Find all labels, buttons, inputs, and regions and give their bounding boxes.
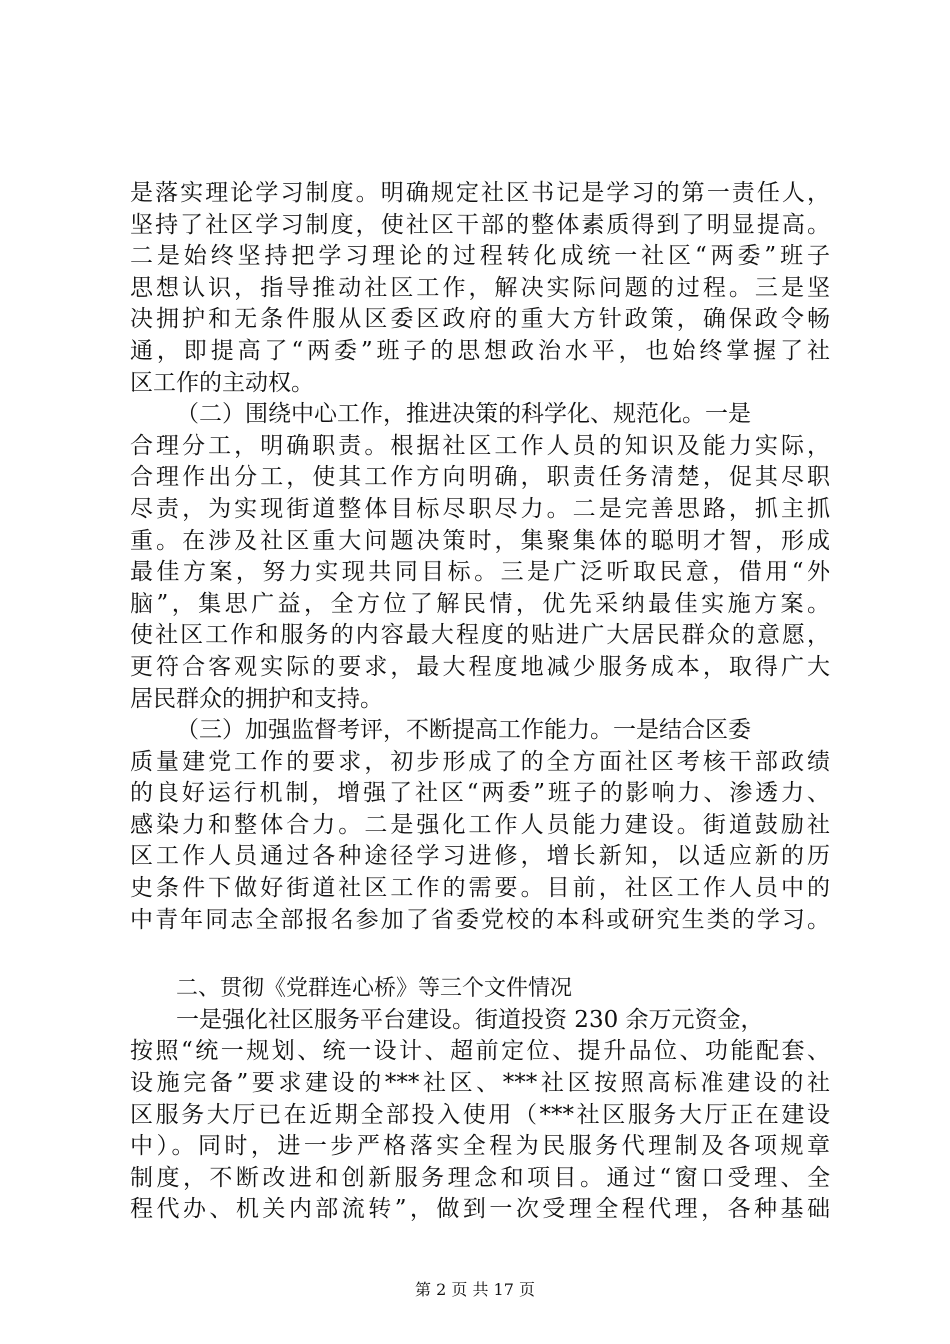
text-line: 史条件下做好街道社区工作的需要。目前，社区工作人员中的 (130, 875, 830, 902)
text-line: 区工作的主动权。 (130, 369, 314, 396)
text-line: 是落实理论学习制度。明确规定社区书记是学习的第一责任人， (130, 180, 830, 206)
text-line: 更符合客观实际的要求，最大程度地减少服务成本，取得广大 (130, 653, 830, 680)
text-line: 尽责，为实现街道整体目标尽职尽力。二是完善思路，抓主抓 (130, 495, 830, 522)
section-heading: 二、贯彻《党群连心桥》等三个文件情况 (176, 976, 573, 1002)
text-line: 思想认识，指导推动社区工作，解决实际问题的过程。三是坚 (130, 274, 830, 301)
text-line: 决拥护和无条件服从区委区政府的重大方针政策，确保政令畅 (130, 306, 830, 333)
text-line: 质量建党工作的要求，初步形成了的全方面社区考核干部政绩 (130, 748, 830, 775)
text-line: 坚持了社区学习制度，使社区干部的整体素质得到了明显提高。 (130, 211, 830, 238)
text-line: 合理作出分工，使其工作方向明确，职责任务清楚，促其尽职 (130, 464, 830, 491)
text-line: 一是强化社区服务平台建设。街道投资 230 余万元资金， (176, 1006, 764, 1033)
document-body (130, 178, 830, 1226)
paragraph-gap (130, 936, 830, 973)
text-line: （三）加强监督考评，不断提高工作能力。一是结合区委 (176, 717, 751, 744)
text-line: 脑”，集思广益，全方位了解民情，优先采纳最佳实施方案。 (130, 590, 830, 617)
text-line: 制度，不断改进和创新服务理念和项目。通过“窗口受理、全 (130, 1164, 830, 1191)
text-line: 程代办、机关内部流转”，做到一次受理全程代理，各种基础 (130, 1196, 830, 1223)
text-line: （二）围绕中心工作，推进决策的科学化、规范化。一是 (176, 401, 751, 428)
text-line: 按照“统一规划、统一设计、超前定位、提升品位、功能配套、 (130, 1038, 830, 1065)
text-line: 中青年同志全部报名参加了省委党校的本科或研究生类的学习。 (130, 906, 830, 933)
text-line: 重。在涉及社区重大问题决策时，集聚集体的聪明才智，形成 (130, 527, 830, 554)
text-line: 感染力和整体合力。二是强化工作人员能力建设。街道鼓励社 (130, 811, 830, 838)
text-line: 区服务大厅已在近期全部投入使用（***社区服务大厅正在建设 (130, 1101, 830, 1128)
text-line: 中）。同时，进一步严格落实全程为民服务代理制及各项规章 (130, 1133, 830, 1160)
text-line: 设施完备”要求建设的***社区、***社区按照高标准建设的社 (130, 1070, 830, 1097)
text-line: 通，即提高了“两委”班子的思想政治水平，也始终掌握了社 (130, 337, 830, 364)
text-line: 使社区工作和服务的内容最大程度的贴进广大居民群众的意愿， (130, 622, 830, 649)
page-footer: 第 2 页 共 17 页 (415, 1280, 535, 1299)
text-line: 合理分工，明确职责。根据社区工作人员的知识及能力实际， (130, 432, 830, 459)
text-line: 的良好运行机制，增强了社区“两委”班子的影响力、渗透力、 (130, 780, 830, 807)
text-line: 居民群众的拥护和支持。 (130, 685, 383, 712)
text-line: 最佳方案，努力实现共同目标。三是广泛听取民意，借用“外 (130, 559, 830, 586)
text-line: 二是始终坚持把学习理论的过程转化成统一社区“两委”班子 (130, 243, 830, 270)
text-line: 区工作人员通过各种途径学习进修，增长新知，以适应新的历 (130, 843, 830, 870)
